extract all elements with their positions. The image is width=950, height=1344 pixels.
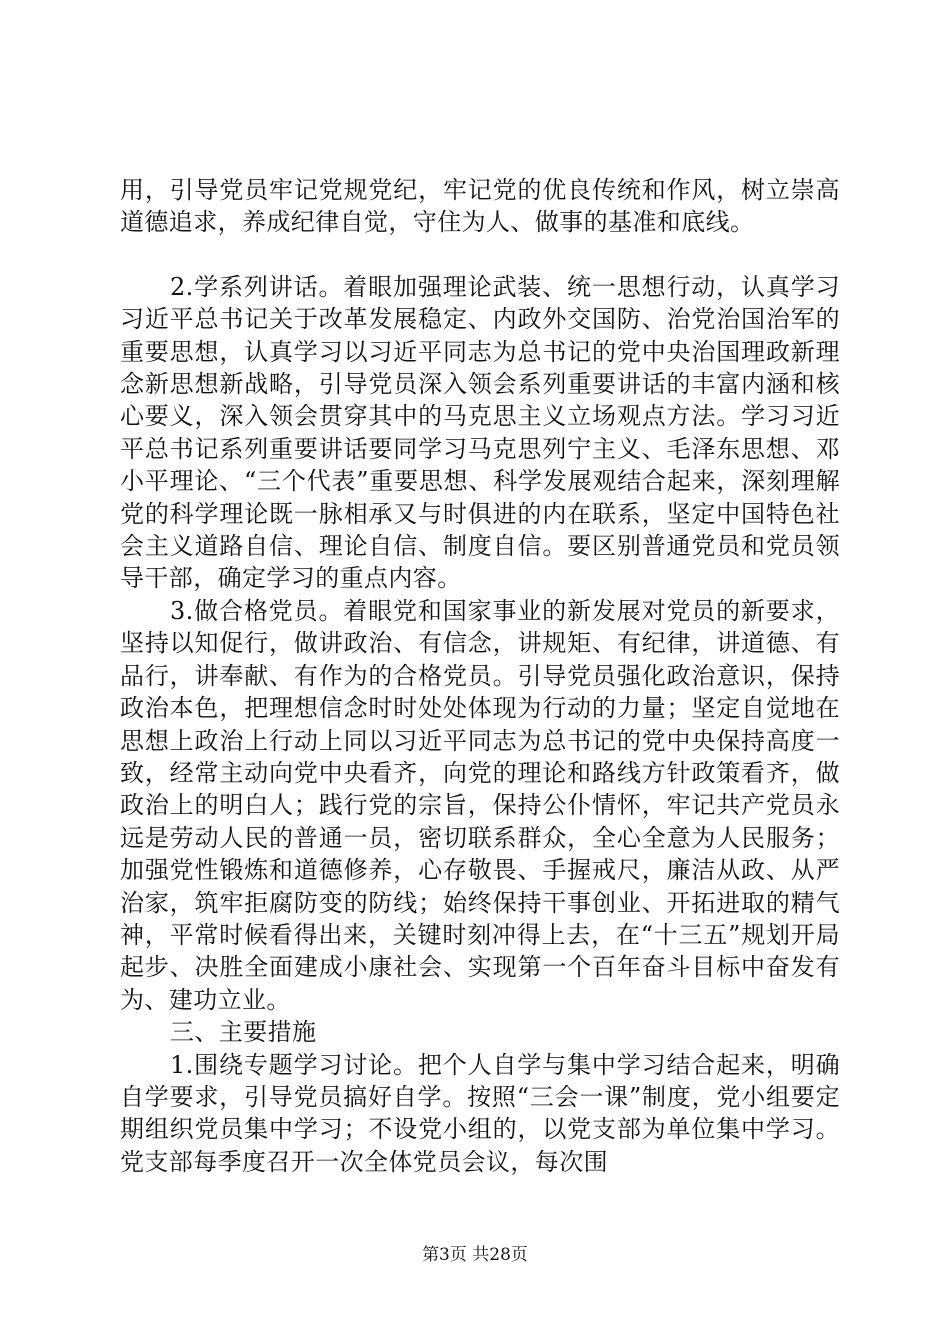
paragraph-qualified-member: 3.做合格党员。着眼党和国家事业的新发展对党员的新要求，坚持以知促行，做讲政治、有信念，讲规矩、有纪律，讲道德、有品行，讲奉献、有作为的合格党员。引导党员强化政治意识，保持政治本色，把理想信念时时处处体现为行动的力量；坚定自觉地在思想上政治上行动上同以习近平同志为总书记的党中央保持高度一致，经常主动向党中央看齐，向党的理论和路线方针政策看齐，做政治上的明白人；践行党的宗旨，保持公仆情怀，牢记共产党员永远是劳动人民的普通一员，密切联系群众，全心全意为人民服务；加强党性锻炼和道德修养，心存敬畏、手握戒尺，廉洁从政、从严治家，筑牢拒腐防变的防线；始终保持干事创业、开拓进取的精气神，平常时候看得出来，关键时刻冲得上去，在“十三五”规划开局起步、决胜全面建成小康社会、实现第一个百年奋斗目标中奋发有为、建功立业。: [120, 596, 840, 1014]
paragraph-study-speeches: 2.学系列讲话。着眼加强理论武装、统一思想行动，认真学习习近平总书记关于改革发展稳定、内政外交国防、治党治国治军的重要思想，认真学习以习近平同志为总书记的党中央治国理政新理念新思想新战略，引导党员深入领会系列重要讲话的丰富内涵和核心要义，深入领会贯穿其中的马克思主义立场观点方法。学习习近平总书记系列重要讲话要同学习马克思列宁主义、毛泽东思想、邓小平理论、“三个代表”重要思想、科学发展观结合起来，深刻理解党的科学理论既一脉相承又与时俱进的内在联系，坚定中国特色社会主义道路自信、理论自信、制度自信。要区别普通党员和党员领导干部，确定学习的重点内容。: [120, 272, 840, 593]
paragraph-topic-study: 1.围绕专题学习讨论。把个人自学与集中学习结合起来，明确自学要求，引导党员搞好自学。按照“三会一课”制度，党小组要定期组织党员集中学习；不设党小组的，以党支部为单位集中学习。党支部每季度召开一次全体党员会议，每次围: [120, 1050, 840, 1176]
document-body: [120, 174, 840, 1178]
paragraph-continuation: 用，引导党员牢记党规党纪，牢记党的优良传统和作风，树立崇高道德追求，养成纪律自觉，守住为人、做事的基准和底线。: [120, 176, 840, 237]
page-number-footer: 第3页 共28页: [422, 1245, 528, 1265]
section-heading-main-measures: 三、主要措施: [170, 1018, 317, 1047]
